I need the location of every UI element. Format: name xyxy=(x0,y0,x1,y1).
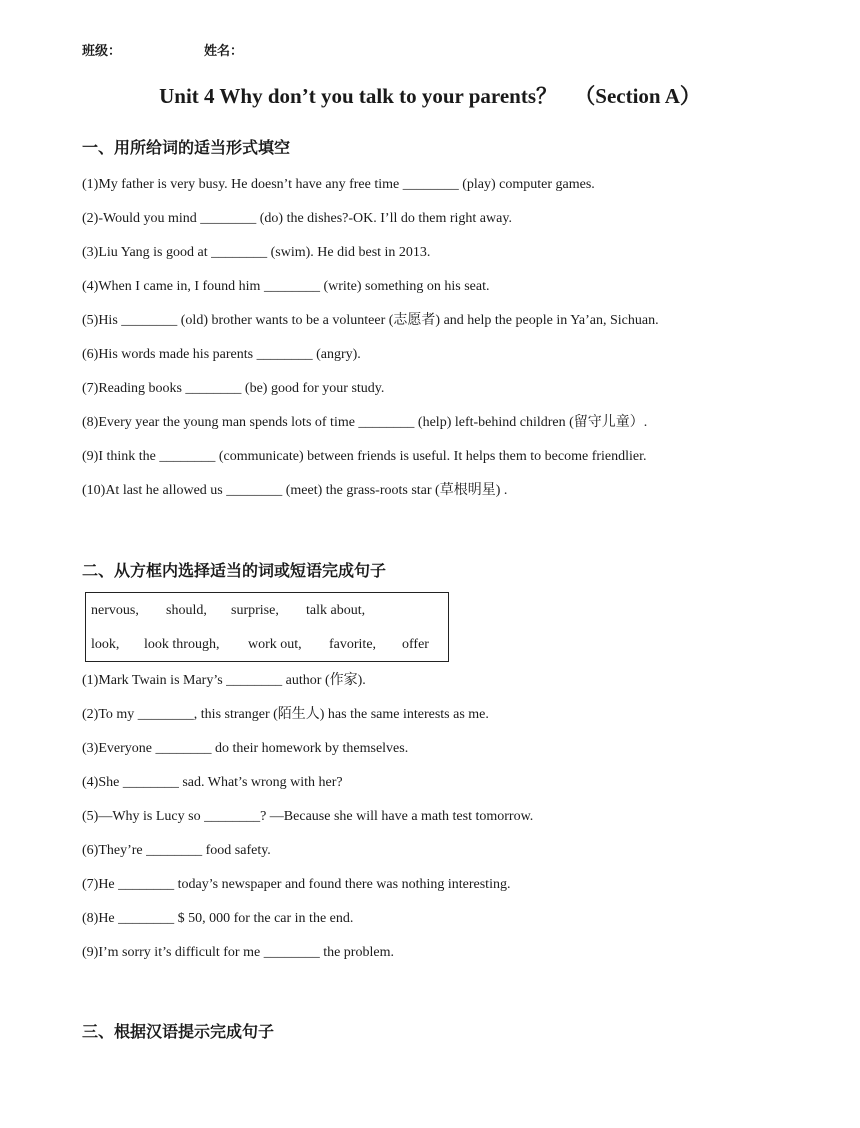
section1-heading: 一、用所给词的适当形式填空 xyxy=(82,138,291,157)
section2-question-1: (1)Mark Twain is Mary’s ________ author (作家). xyxy=(82,673,366,688)
section2-question-2: (2)To my ________, this stranger (陌生人) has the same interests as me. xyxy=(82,707,489,722)
section2-question-5: (5)—Why is Lucy so ________? —Because she will have a math test tomorrow. xyxy=(82,809,534,824)
section2-heading: 二、从方框内选择适当的词或短语完成句子 xyxy=(82,561,387,580)
class-label: 班级： xyxy=(82,44,122,59)
word-bank-item: look through, xyxy=(144,637,220,652)
word-bank-item: talk about, xyxy=(306,603,366,618)
section1-question-9: (9)I think the ________ (communicate) between friends is useful. It helps them to become friendlier. xyxy=(82,449,647,464)
word-bank-item: nervous, xyxy=(91,603,139,618)
section2-question-list xyxy=(82,672,533,978)
section1-question-8: (8)Every year the young man spends lots of time ________ (help) left-behind children (留守儿童）. xyxy=(82,415,648,430)
section1-question-4: (4)When I came in, I found him ________ (write) something on his seat. xyxy=(82,279,490,294)
word-bank-item: surprise, xyxy=(231,603,279,618)
word-bank-box xyxy=(85,592,449,662)
section2-question-4: (4)She ________ sad. What’s wrong with her? xyxy=(82,775,343,790)
section1-question-6: (6)His words made his parents ________ (angry). xyxy=(82,347,361,362)
section1-question-7: (7)Reading books ________ (be) good for your study. xyxy=(82,381,385,396)
section2-question-8: (8)He ________ $ 50, 000 for the car in the end. xyxy=(82,911,354,926)
section2-question-7: (7)He ________ today’s newspaper and found there was nothing interesting. xyxy=(82,877,511,892)
title-section: （Section A） xyxy=(574,84,701,108)
section1-question-2: (2)-Would you mind ________ (do) the dishes?-OK. I’ll do them right away. xyxy=(82,211,512,226)
word-bank-item: look, xyxy=(91,637,120,652)
section1-question-3: (3)Liu Yang is good at ________ (swim). He did best in 2013. xyxy=(82,245,431,260)
section1-question-10: (10)At last he allowed us ________ (meet) the grass-roots star (草根明星) . xyxy=(82,483,508,498)
word-bank-item: work out, xyxy=(248,637,302,652)
word-bank-item: favorite, xyxy=(329,637,377,652)
section1-question-5: (5)His ________ (old) brother wants to be a volunteer (志愿者) and help the people in Ya’an, Sichuan. xyxy=(82,313,659,328)
section1-question-1: (1)My father is very busy. He doesn’t have any free time ________ (play) computer games. xyxy=(82,177,595,192)
word-bank-item: offer xyxy=(402,637,429,652)
document-title xyxy=(0,80,860,110)
section2-question-3: (3)Everyone ________ do their homework by themselves. xyxy=(82,741,409,756)
name-label: 姓名： xyxy=(204,44,244,59)
section2-question-9: (9)I’m sorry it’s difficult for me ________ the problem. xyxy=(82,945,394,960)
section1-question-list xyxy=(82,176,659,516)
section3-heading: 三、根据汉语提示完成句子 xyxy=(82,1022,275,1041)
word-bank-item: should, xyxy=(166,603,207,618)
section2-question-6: (6)They’re ________ food safety. xyxy=(82,843,271,858)
title-main: Unit 4 Why don’t you talk to your parents？ xyxy=(159,84,558,108)
